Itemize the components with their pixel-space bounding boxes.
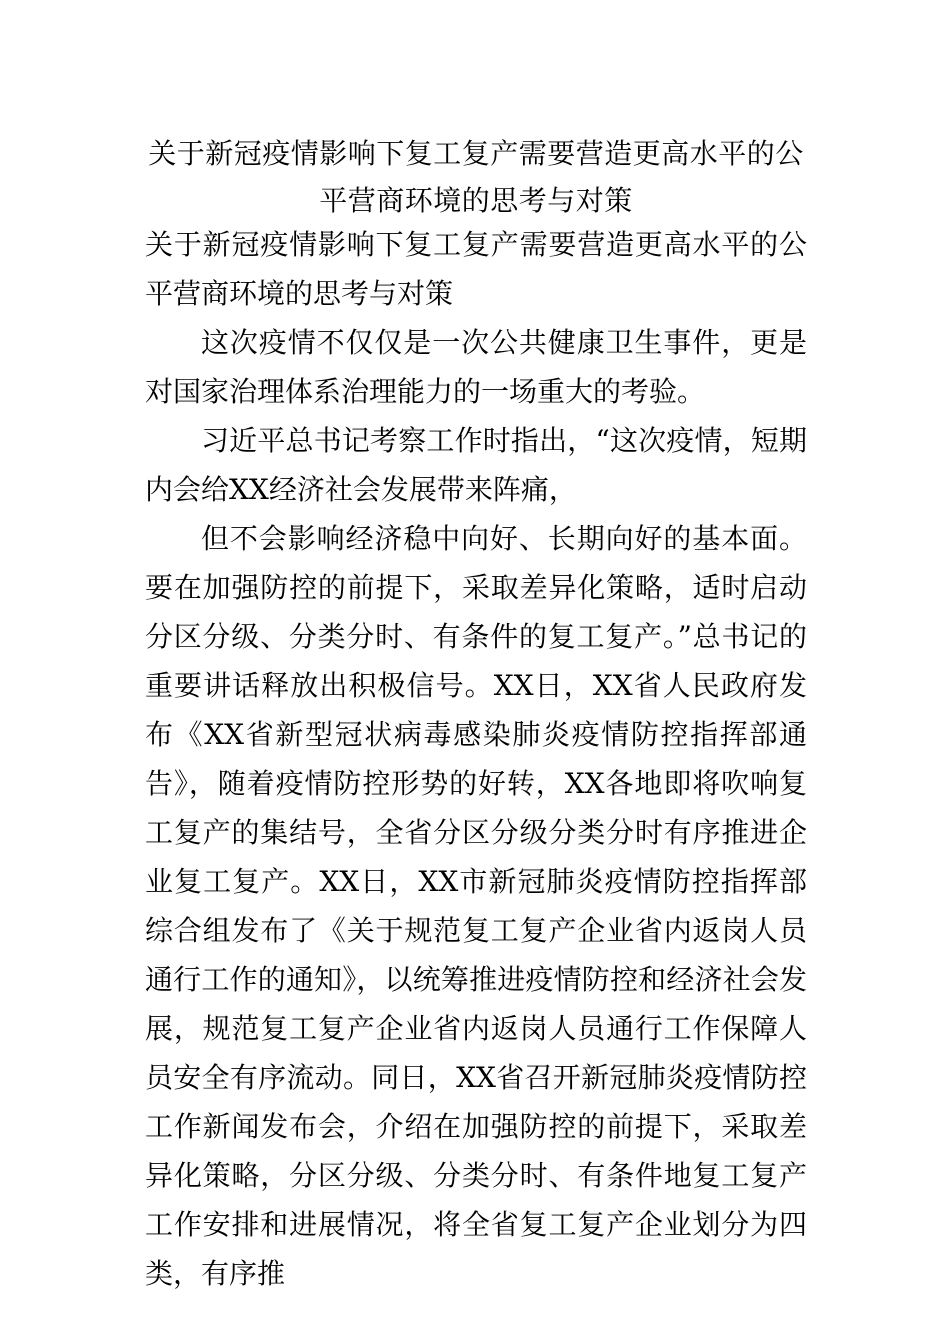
body-paragraph-2: 这次疫情不仅仅是一次公共健康卫生事件，更是对国家治理体系治理能力的一场重大的考验。: [145, 326, 807, 408]
body-paragraph-1: 关于新冠疫情影响下复工复产需要营造更高水平的公平营商环境的思考与对策: [145, 228, 807, 310]
document-body: [145, 220, 807, 1298]
body-paragraph-4: 但不会影响经济稳中向好、长期向好的基本面。要在加强防控的前提下，采取差异化策略，适时启动分区分级、分类分时、有条件的复工复产。”总书记的重要讲话释放出积极信号。XX日，XX省人民政府发布《XX省新型冠状病毒感染肺炎疫情防控指挥部通告》，随着疫情防控形势的好转，XX各地即将吹响复工复产的集结号，全省分区分级分类分时有序推进企业复工复产。XX日，XX市新冠肺炎疫情防控指挥部综合组发布了《关于规范复工复产企业省内返岗人员通行工作的通知》，以统筹推进疫情防控和经济社会发展，规范复工复产企业省内返岗人员通行工作保障人员安全有序流动。同日，XX省召开新冠肺炎疫情防控工作新闻发布会，介绍在加强防控的前提下，采取差异化策略，分区分级、分类分时、有条件地复工复产工作安排和进展情况，将全省复工复产企业划分为四类，有序推: [145, 522, 807, 1290]
body-paragraph-3: 习近平总书记考察工作时指出，“这次疫情，短期内会给XX经济社会发展带来阵痛，: [145, 424, 807, 506]
document-title: 关于新冠疫情影响下复工复产需要营造更高水平的公平营商环境的思考与对策: [148, 137, 804, 217]
